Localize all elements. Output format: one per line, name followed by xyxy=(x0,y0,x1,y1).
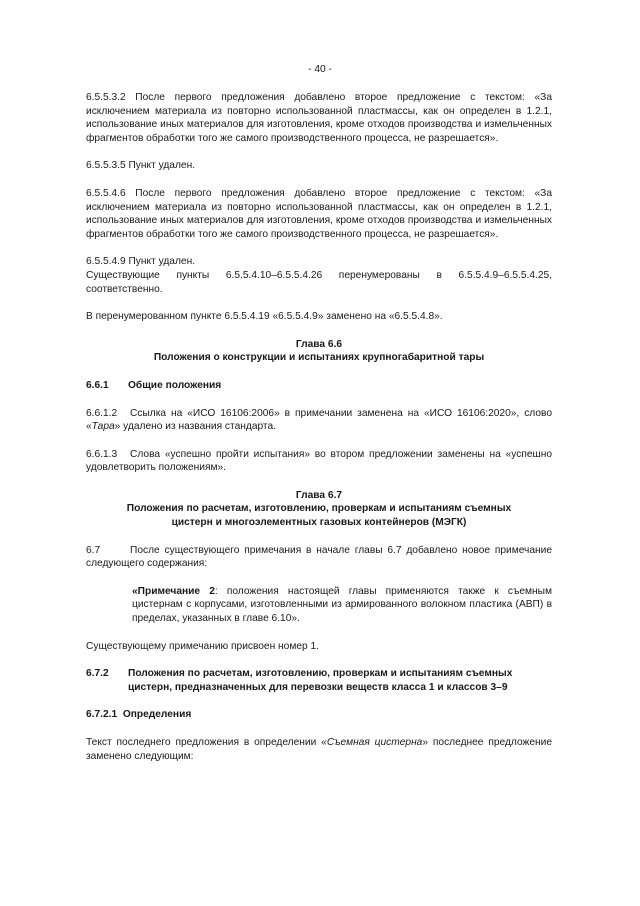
paragraph-text: » последнее предложение заменено следующим: xyxy=(86,737,552,762)
section-6-7-2-heading xyxy=(86,667,552,694)
chapter-6-6-label: Глава 6.6 xyxy=(295,338,343,350)
chapter-6-7-title-line2: цистерн и многоэлементных газовых контейнеров (МЭГК) xyxy=(171,517,467,529)
page-content xyxy=(86,91,552,777)
chapter-6-6-heading xyxy=(86,338,552,365)
paragraph-6-7 xyxy=(86,544,552,571)
italic-term: Съемная цистерна xyxy=(326,737,423,748)
paragraph-6-5-5-4-6: 6.5.5.4.6 После первого предложения добавлено второе предложение с текстом: «За исключением материала из повторно использованной пластмассы, как он определен в 1.2.1, использование иных материалов для изготовления, кроме отходов производства и измельченных фрагментов обработки того же самого производственного процесса, не разрешается». xyxy=(86,187,552,240)
note-text: : положения настоящей главы применяются также к съемным цистернам с корпусами, изготовленными из армированного волокном пластика (АВП) в пределах, указанных в главе 6.10». xyxy=(132,585,552,625)
paragraph-6-6-1-3 xyxy=(86,448,552,475)
paragraph-renumbering: Существующие пункты 6.5.5.4.10–6.5.5.4.26 перенумерованы в 6.5.5.4.9–6.5.5.4.25, соответственно. xyxy=(86,269,552,295)
paragraph-text: Ссылка на «ИСО 16106:2006» в примечании заменена на «ИСО 16106:2020», слово « xyxy=(86,407,552,433)
section-title: Определения xyxy=(122,709,192,721)
chapter-6-6-title: Положения о конструкции и испытаниях крупногабаритной тары xyxy=(153,352,485,364)
section-title: Положения по расчетам, изготовлению, проверкам и испытаниям съемных цистерн, предназначенных для перевозки веществ класса 1 и классов 3–9 xyxy=(128,668,513,693)
paragraph-renumbered-ref: В перенумерованном пункте 6.5.5.4.19 «6.5.5.4.9» заменено на «6.5.5.4.8». xyxy=(86,311,443,323)
paragraph-6-5-5-4-9: 6.5.5.4.9 Пункт удален. xyxy=(86,256,196,268)
section-number: 6.7.2.1 xyxy=(86,709,118,721)
paragraph-number: 6.6.1.2 xyxy=(86,407,118,419)
section-number: 6.7.2 xyxy=(86,668,109,680)
chapter-6-7-title-line1: Положения по расчетам, изготовлению, проверкам и испытаниям съемных xyxy=(126,503,512,515)
paragraph-definition-change xyxy=(86,736,552,763)
section-title: Общие положения xyxy=(128,379,222,391)
paragraph-text: Текст последнего предложения в определении « xyxy=(86,737,327,748)
paragraph-text: » удалено из названия стандарта. xyxy=(114,421,276,433)
section-number: 6.6.1 xyxy=(86,379,109,391)
paragraph-number: 6.6.1.3 xyxy=(86,448,118,460)
paragraph-number: 6.7 xyxy=(86,544,101,556)
chapter-6-7-label: Глава 6.7 xyxy=(295,489,343,501)
paragraph-text: После существующего примечания в начале главы 6.7 добавлено новое примечание следующего содержания: xyxy=(86,544,552,570)
note-label: «Примечание 2 xyxy=(132,585,215,597)
paragraph-6-5-5-3-2: 6.5.5.3.2 После первого предложения добавлено второе предложение с текстом: «За исключением материала из повторно использованной пластмассы, как он определен в 1.2.1, использование иных материалов для изготовления, кроме отходов производства и измельченных фрагментов обработки того же самого производственного процесса, не разрешается». xyxy=(86,92,552,144)
paragraph-6-6-1-2 xyxy=(86,407,552,434)
chapter-6-7-heading xyxy=(86,489,552,530)
section-6-7-2-1-heading xyxy=(86,708,552,722)
quoted-note-2 xyxy=(132,585,552,626)
page-number: - 40 - xyxy=(308,64,332,75)
section-6-6-1-heading xyxy=(86,379,552,393)
paragraph-text: Слова «успешно пройти испытания» во втором предложении заменены на «успешно удовлетворить положениям». xyxy=(86,448,552,474)
paragraph-6-5-5-3-5: 6.5.5.3.5 Пункт удален. xyxy=(86,160,196,172)
paragraph-note-numbered: Существующему примечанию присвоен номер 1. xyxy=(86,640,320,652)
italic-term: Тара xyxy=(91,421,115,433)
